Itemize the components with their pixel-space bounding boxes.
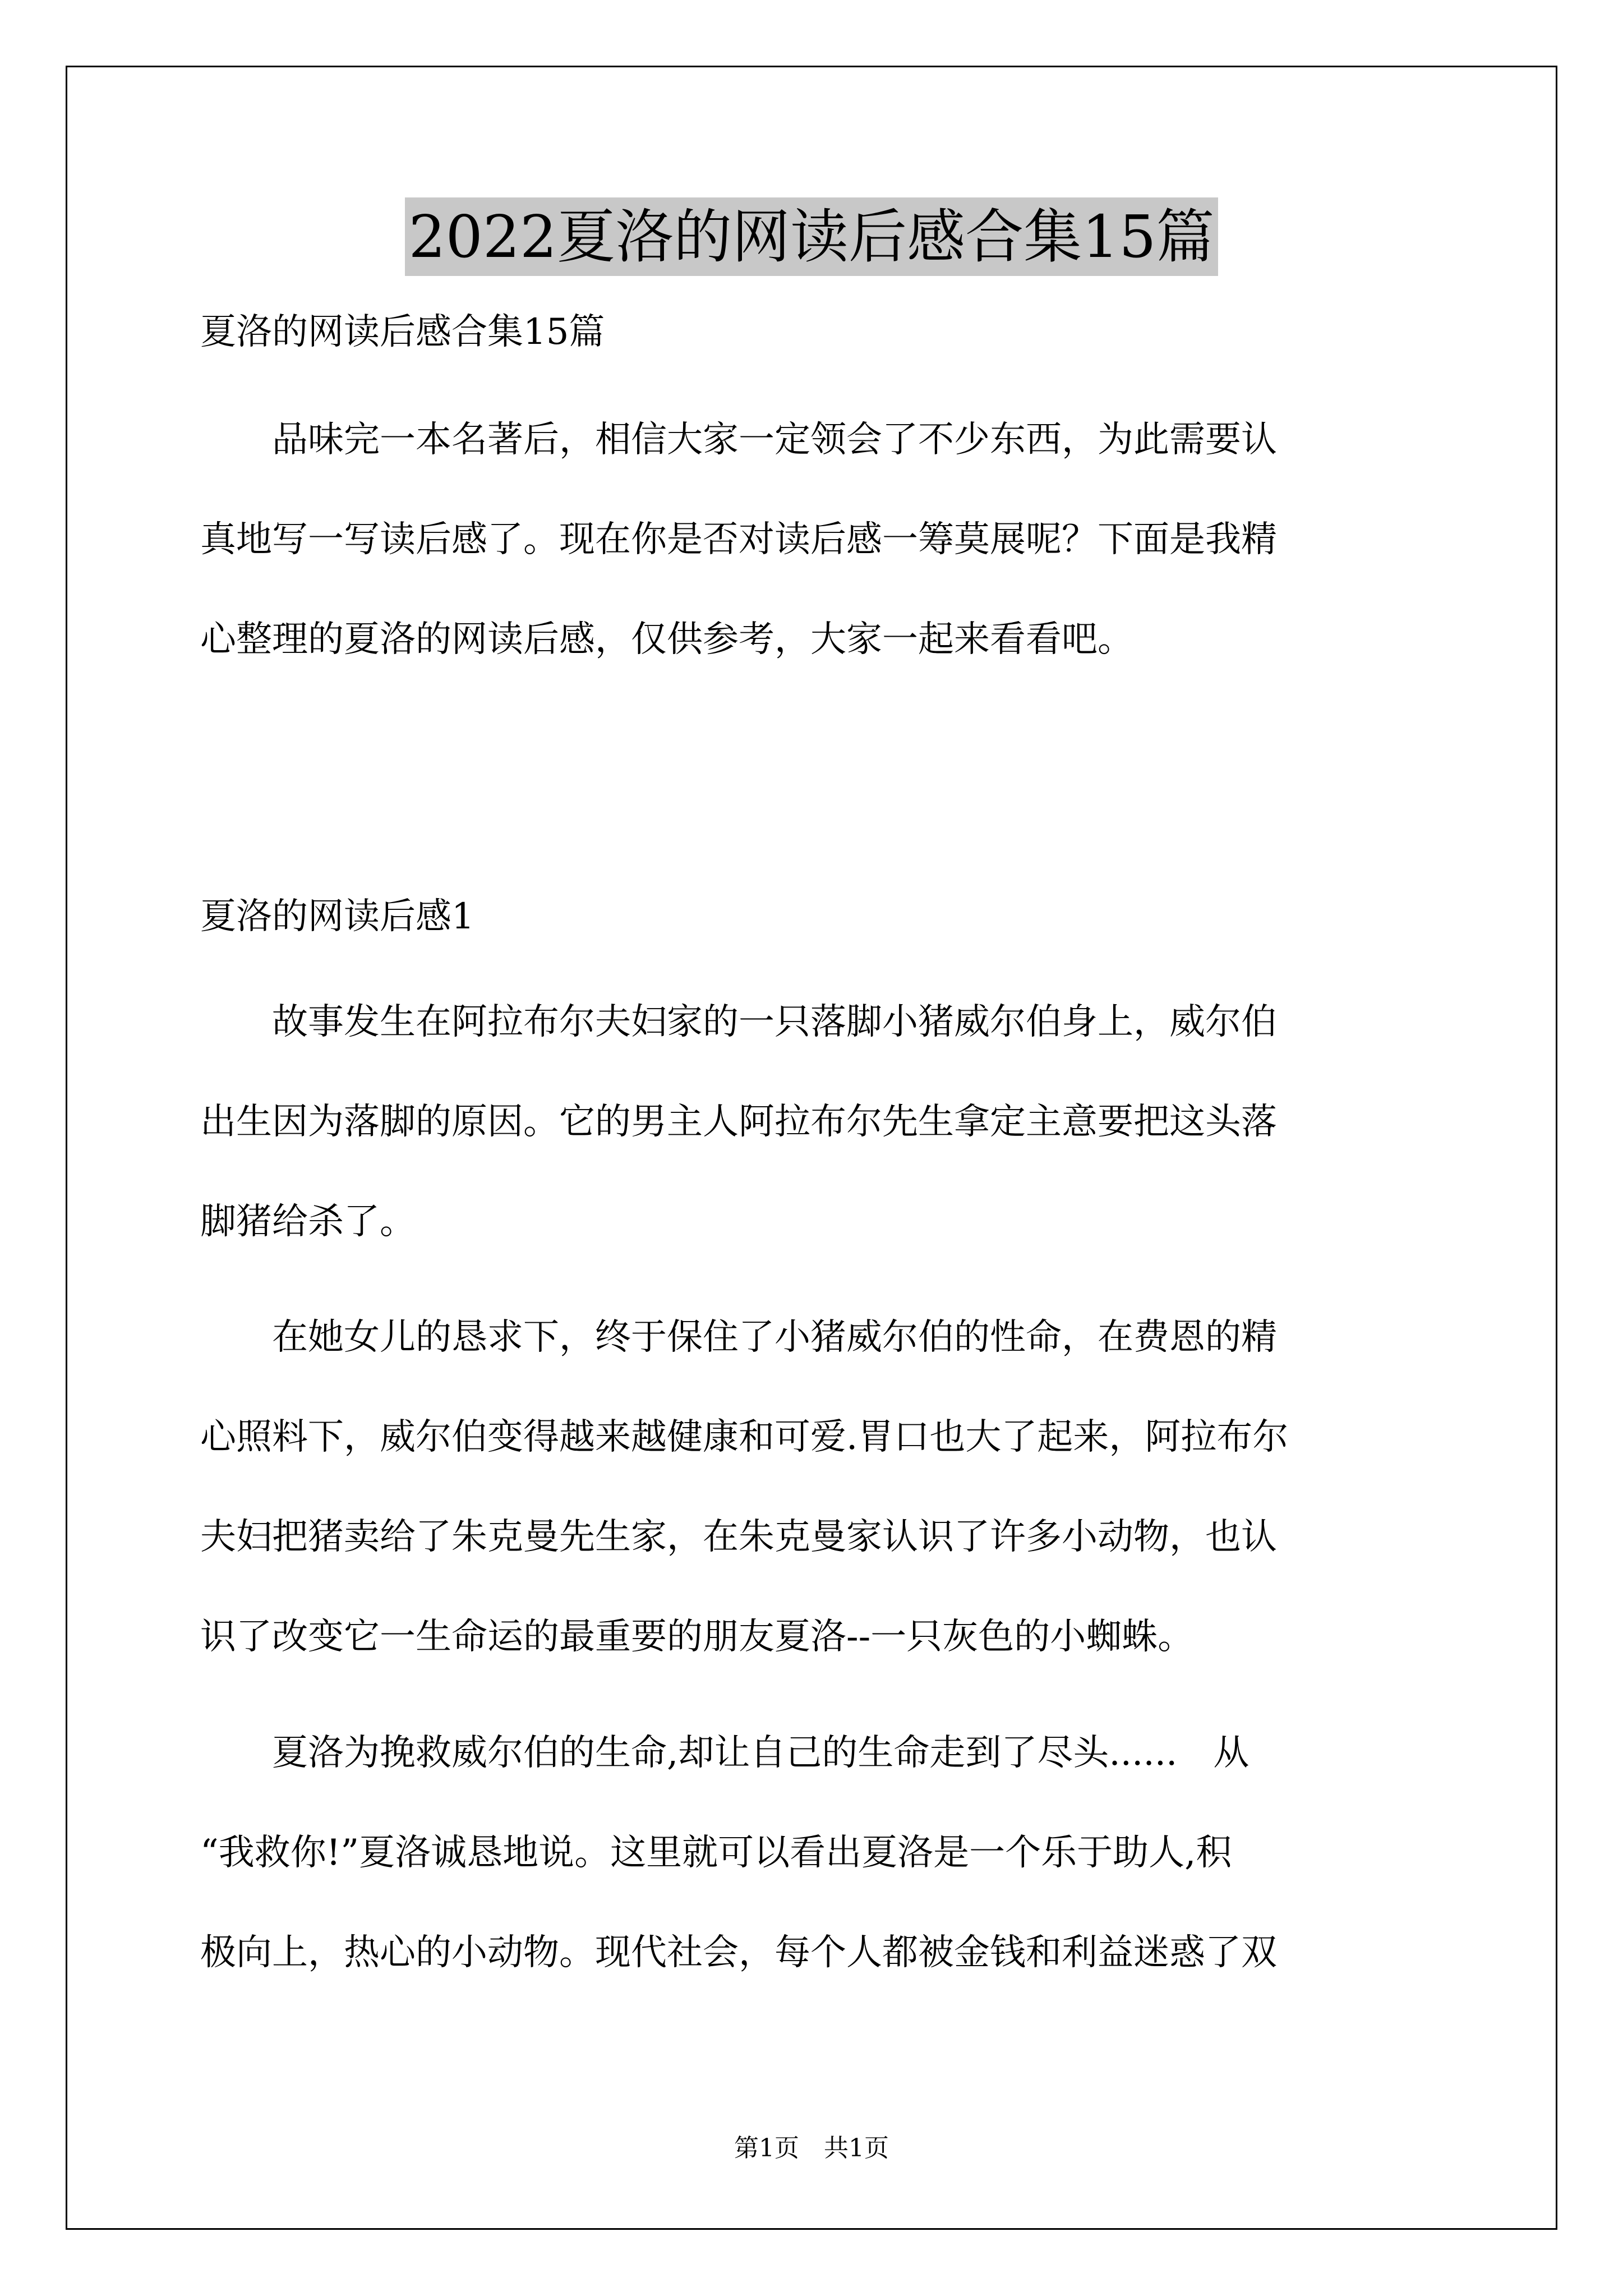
body-line: 在她女儿的恳求下，终于保住了小猪威尔伯的性命，在费恩的精 [200, 1317, 1277, 1358]
body-line: 心照料下，威尔伯变得越来越健康和可爱.胃口也大了起来，阿拉布尔 [200, 1416, 1289, 1458]
body-line: 脚猪给杀了。 [200, 1201, 416, 1243]
section-heading: 夏洛的网读后感1 [200, 896, 474, 937]
body-line: 识了改变它一生命运的最重要的朋友夏洛--一只灰色的小蜘蛛。 [200, 1616, 1194, 1658]
body-line: 真地写一写读后感了。现在你是否对读后感一筹莫展呢？下面是我精 [200, 519, 1277, 560]
document-subtitle: 夏洛的网读后感合集15篇 [200, 311, 605, 353]
page-footer: 第1页 共1页 [734, 2134, 889, 2162]
body-line: “我救你!”夏洛诚恳地说。这里就可以看出夏洛是一个乐于助人,积 [200, 1832, 1232, 1874]
document-title: 2022夏洛的网读后感合集15篇 [405, 197, 1218, 276]
body-line: 夫妇把猪卖给了朱克曼先生家，在朱克曼家认识了许多小动物，也认 [200, 1516, 1277, 1558]
title-container [0, 197, 1623, 276]
body-line: 极向上，热心的小动物。现代社会，每个人都被金钱和利益迷惑了双 [200, 1932, 1277, 1973]
body-line: 故事发生在阿拉布尔夫妇家的一只落脚小猪威尔伯身上，威尔伯 [200, 1001, 1277, 1043]
body-line: 心整理的夏洛的网读后感，仅供参考，大家一起来看看吧。 [200, 619, 1133, 660]
body-line: 品味完一本名著后，相信大家一定领会了不少东西，为此需要认 [200, 419, 1277, 461]
body-line: 夏洛为挽救威尔伯的生命,却让自己的生命走到了尽头...... 从 [200, 1732, 1249, 1774]
body-line: 出生因为落脚的原因。它的男主人阿拉布尔先生拿定主意要把这头落 [200, 1101, 1277, 1143]
page-border [66, 66, 1557, 2230]
